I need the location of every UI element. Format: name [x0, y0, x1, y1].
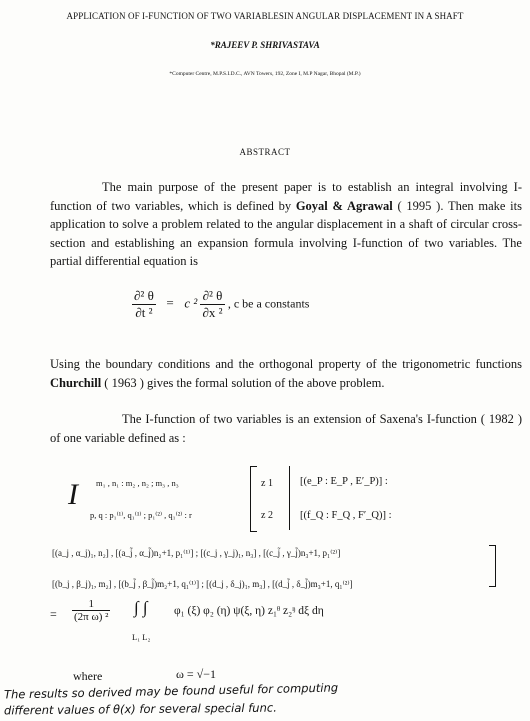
pde-equals: =	[166, 295, 174, 311]
pde-lhs-fraction	[132, 288, 156, 321]
pde-lhs-den: ∂t ²	[135, 305, 153, 320]
pde-rhs-num: ∂² θ	[200, 288, 224, 305]
pde-equation	[132, 288, 309, 321]
parameter-line-upper: [(a_j , α_j)₁, n₂] , [(a_j̃ , α_j̃)n₂+1, p₁⁽¹⁾] ; [(c_j , γ_j)₁, n₃] , [(c_j̃ , γ_j̃)n₃+1, p₁⁽²⁾]	[52, 548, 341, 558]
top-parameter-set: [(e_P : E_P , E′_P)] :	[300, 476, 388, 487]
p2-text-a: Using the boundary conditions and the orthogonal property of the trigonometric functions	[50, 357, 522, 371]
bottom-parameter-set: [(f_Q : F_Q , F′_Q)] :	[300, 510, 392, 521]
citation-churchill: Churchill	[50, 375, 102, 390]
parameter-line-lower: [(b_j , β_j)₁, m₂] , [(b_j̃ , β_j̃)m₂+1, q₁⁽¹⁾] ; [(d_j , δ_j)₁, m₃] , [(d_j̃ , δ_j̃)m₃+1, q₁⁽²⁾]	[52, 579, 353, 589]
handwritten-note-line-1: The results so derived may be found useful for computing	[3, 680, 339, 702]
abstract-heading: ABSTRACT	[239, 147, 291, 157]
abstract-paragraph-1	[50, 178, 522, 271]
abstract-paragraph-2	[50, 355, 522, 392]
coefficient-fraction	[72, 598, 110, 623]
argument-right-bracket	[489, 545, 496, 587]
i-function-superscript: m₁ , n₁ : m₂ , n₂ ; m₃ , n₃	[96, 478, 179, 488]
pde-coefficient: c ²	[184, 295, 198, 311]
i-function-subscript: p, q : p₁⁽¹⁾, q₁⁽¹⁾ ; p₁⁽²⁾ , q₁⁽²⁾ : r	[90, 510, 192, 520]
integral-coefficient	[72, 598, 110, 623]
abstract-paragraph-3: The I-function of two variables is an extension of Saxena's I-function ( 1982 ) of one variable defined as :	[50, 412, 522, 445]
author-name: *RAJEEV P. SHRIVASTAVA	[210, 40, 320, 50]
pde-rhs-den: ∂x ²	[202, 305, 223, 320]
coefficient-den: (2π ω) ²	[74, 611, 109, 623]
p2-text-b: ( 1963 ) gives the formal solution of the above problem.	[101, 375, 385, 390]
handwritten-note-line-2: different values of θ(x) for several special func.	[3, 700, 277, 718]
citation-goyal-agrawal: Goyal & Agrawal	[295, 198, 393, 213]
i-function-symbol: I	[68, 478, 78, 511]
paper-title: APPLICATION OF I-FUNCTION OF TWO VARIABLESIN ANGULAR DISPLACEMENT IN A SHAFT	[66, 11, 464, 21]
argument-divider	[289, 466, 290, 530]
pde-lhs-num: ∂² θ	[134, 288, 154, 303]
integral-limits: L₁ L₂	[132, 632, 151, 642]
coefficient-num: 1	[72, 598, 110, 611]
arg-z1: z 1	[261, 478, 273, 489]
integral-equals: =	[50, 607, 57, 621]
omega-definition: ω = √−1	[176, 667, 217, 681]
pde-condition: , c be a constants	[227, 296, 310, 311]
p1-text-b: ( 1995 ). Then make its application to solve a problem related to the angular displacement in a shaft of circular cross-section and establishing an expansion formula involving I-function of two variables. The partial differential equation is	[50, 198, 522, 268]
double-integral-sign: ∫ ∫	[134, 598, 148, 617]
p1-text-a: The main purpose of the present paper is to establish an integral involving I-function of two variables, which is defined by	[50, 180, 522, 213]
integrand: φ₁ (ξ) φ₂ (η) ψ(ξ, η) z₁ᶿ z₂ᵑ dξ dη	[174, 605, 324, 617]
arg-z2: z 2	[261, 510, 273, 521]
pde-rhs-fraction	[200, 288, 224, 321]
where-label: where	[73, 669, 103, 683]
argument-left-bracket	[250, 466, 257, 532]
author-affiliation: *Computer Centre, M.P.S.I.D.C., AVN Towers, 192, Zone I, M.P Nagar, Bhopal (M.P.)	[169, 71, 361, 77]
